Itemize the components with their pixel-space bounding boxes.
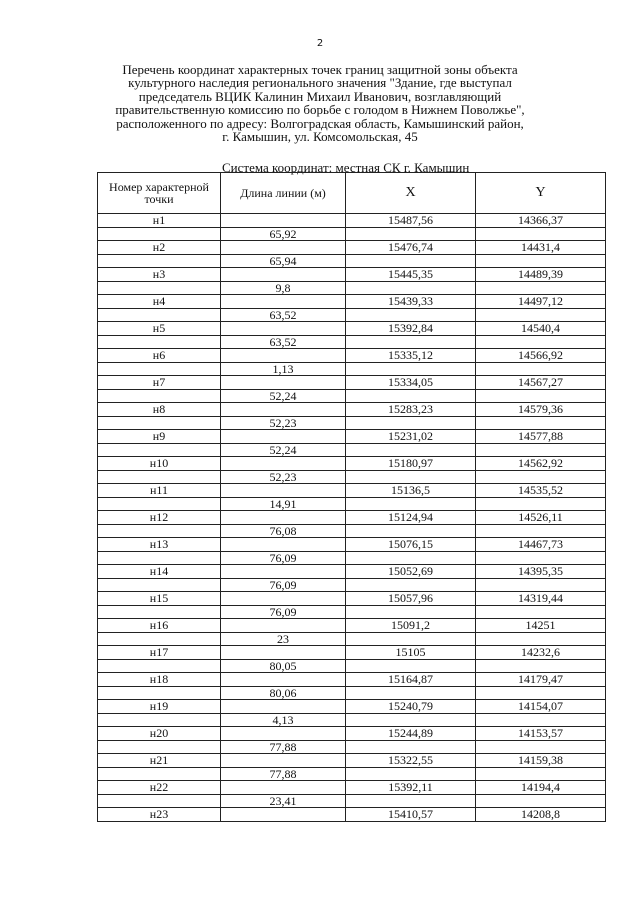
x-empty-cell xyxy=(346,416,476,430)
length-cell: 4,13 xyxy=(221,713,346,727)
y-empty-cell xyxy=(476,659,606,673)
table-row-length xyxy=(98,659,606,673)
table-row-point xyxy=(98,538,606,552)
table-row-length xyxy=(98,767,606,781)
table-row-length xyxy=(98,794,606,808)
length-cell: 52,24 xyxy=(221,389,346,403)
table-row-point xyxy=(98,322,606,336)
y-cell: 14566,92 xyxy=(476,349,606,363)
y-cell: 14489,39 xyxy=(476,268,606,282)
point-empty-cell xyxy=(98,740,221,754)
length-cell: 9,8 xyxy=(221,281,346,295)
page-number: 2 xyxy=(316,38,324,49)
table-row-length xyxy=(98,686,606,700)
table-row-length xyxy=(98,281,606,295)
x-cell: 15392,84 xyxy=(346,322,476,336)
y-cell: 14395,35 xyxy=(476,565,606,579)
y-empty-cell xyxy=(476,308,606,322)
point-id-cell: н21 xyxy=(98,754,221,768)
y-cell: 14366,37 xyxy=(476,214,606,228)
table-row-point xyxy=(98,619,606,633)
y-empty-cell xyxy=(476,389,606,403)
x-empty-cell xyxy=(346,605,476,619)
y-empty-cell xyxy=(476,497,606,511)
length-cell: 80,06 xyxy=(221,686,346,700)
header-x: X xyxy=(346,173,476,214)
table-row-point xyxy=(98,808,606,822)
y-cell: 14319,44 xyxy=(476,592,606,606)
y-cell: 14535,52 xyxy=(476,484,606,498)
length-cell: 76,08 xyxy=(221,524,346,538)
table-row-point xyxy=(98,646,606,660)
point-empty-cell xyxy=(98,443,221,457)
y-cell: 14540,4 xyxy=(476,322,606,336)
table-row-length xyxy=(98,362,606,376)
table-row-length xyxy=(98,497,606,511)
y-empty-cell xyxy=(476,767,606,781)
coordinate-system-caption: Система координат: местная СК г. Камышин xyxy=(222,160,470,175)
length-cell: 77,88 xyxy=(221,767,346,781)
point-id-cell: н8 xyxy=(98,403,221,417)
point-empty-cell xyxy=(98,659,221,673)
point-empty-cell xyxy=(98,227,221,241)
table-row-length xyxy=(98,443,606,457)
x-empty-cell xyxy=(346,686,476,700)
y-cell: 14194,4 xyxy=(476,781,606,795)
x-empty-cell xyxy=(346,443,476,457)
table-row-length xyxy=(98,470,606,484)
y-empty-cell xyxy=(476,281,606,295)
length-empty-cell xyxy=(221,214,346,228)
point-empty-cell xyxy=(98,362,221,376)
table-row-point xyxy=(98,295,606,309)
length-cell: 65,94 xyxy=(221,254,346,268)
x-empty-cell xyxy=(346,227,476,241)
x-cell: 15283,23 xyxy=(346,403,476,417)
x-cell: 15240,79 xyxy=(346,700,476,714)
y-empty-cell xyxy=(476,551,606,565)
length-empty-cell xyxy=(221,268,346,282)
point-id-cell: н16 xyxy=(98,619,221,633)
length-empty-cell xyxy=(221,592,346,606)
length-empty-cell xyxy=(221,484,346,498)
x-empty-cell xyxy=(346,794,476,808)
y-cell: 14208,8 xyxy=(476,808,606,822)
table-row-point xyxy=(98,484,606,498)
y-empty-cell xyxy=(476,578,606,592)
point-id-cell: н3 xyxy=(98,268,221,282)
table-row-length xyxy=(98,335,606,349)
length-cell: 14,91 xyxy=(221,497,346,511)
length-empty-cell xyxy=(221,295,346,309)
point-id-cell: н13 xyxy=(98,538,221,552)
table-row-point xyxy=(98,430,606,444)
length-empty-cell xyxy=(221,727,346,741)
point-id-cell: н22 xyxy=(98,781,221,795)
x-empty-cell xyxy=(346,389,476,403)
table-row-point xyxy=(98,403,606,417)
x-cell: 15091,2 xyxy=(346,619,476,633)
point-id-cell: н1 xyxy=(98,214,221,228)
document-title xyxy=(90,63,550,143)
point-empty-cell xyxy=(98,713,221,727)
x-cell: 15180,97 xyxy=(346,457,476,471)
y-empty-cell xyxy=(476,470,606,484)
y-cell: 14431,4 xyxy=(476,241,606,255)
length-empty-cell xyxy=(221,403,346,417)
table-row-point xyxy=(98,457,606,471)
point-id-cell: н18 xyxy=(98,673,221,687)
title-line: культурного наследия регионального значения "Здание, где выступал xyxy=(128,75,512,91)
length-empty-cell xyxy=(221,808,346,822)
point-id-cell: н7 xyxy=(98,376,221,390)
length-cell: 76,09 xyxy=(221,551,346,565)
length-cell: 23,41 xyxy=(221,794,346,808)
point-empty-cell xyxy=(98,470,221,484)
x-empty-cell xyxy=(346,281,476,295)
header-point-number: Номер характерной точки xyxy=(98,173,221,214)
point-empty-cell xyxy=(98,578,221,592)
y-cell: 14179,47 xyxy=(476,673,606,687)
point-id-cell: н19 xyxy=(98,700,221,714)
y-cell: 14251 xyxy=(476,619,606,633)
table-row-length xyxy=(98,578,606,592)
length-empty-cell xyxy=(221,349,346,363)
x-cell: 15124,94 xyxy=(346,511,476,525)
point-empty-cell xyxy=(98,254,221,268)
point-id-cell: н10 xyxy=(98,457,221,471)
table-row-length xyxy=(98,740,606,754)
table-row-length xyxy=(98,416,606,430)
x-cell: 15231,02 xyxy=(346,430,476,444)
x-empty-cell xyxy=(346,659,476,673)
point-empty-cell xyxy=(98,524,221,538)
point-empty-cell xyxy=(98,686,221,700)
y-cell: 14232,6 xyxy=(476,646,606,660)
point-id-cell: н6 xyxy=(98,349,221,363)
y-empty-cell xyxy=(476,632,606,646)
y-cell: 14577,88 xyxy=(476,430,606,444)
x-cell: 15164,87 xyxy=(346,673,476,687)
table-row-length xyxy=(98,389,606,403)
point-empty-cell xyxy=(98,794,221,808)
x-empty-cell xyxy=(346,362,476,376)
table-row-length xyxy=(98,632,606,646)
table-row-point xyxy=(98,349,606,363)
x-empty-cell xyxy=(346,497,476,511)
x-cell: 15334,05 xyxy=(346,376,476,390)
point-empty-cell xyxy=(98,605,221,619)
x-empty-cell xyxy=(346,578,476,592)
x-cell: 15487,56 xyxy=(346,214,476,228)
point-empty-cell xyxy=(98,632,221,646)
x-empty-cell xyxy=(346,254,476,268)
x-cell: 15322,55 xyxy=(346,754,476,768)
point-id-cell: н2 xyxy=(98,241,221,255)
point-id-cell: н9 xyxy=(98,430,221,444)
length-cell: 76,09 xyxy=(221,578,346,592)
length-empty-cell xyxy=(221,700,346,714)
length-empty-cell xyxy=(221,538,346,552)
point-empty-cell xyxy=(98,389,221,403)
y-cell: 14153,57 xyxy=(476,727,606,741)
length-empty-cell xyxy=(221,565,346,579)
table-row-point xyxy=(98,241,606,255)
y-empty-cell xyxy=(476,524,606,538)
y-empty-cell xyxy=(476,335,606,349)
table-row-point xyxy=(98,268,606,282)
y-empty-cell xyxy=(476,416,606,430)
y-cell: 14159,38 xyxy=(476,754,606,768)
x-cell: 15136,5 xyxy=(346,484,476,498)
table-row-point xyxy=(98,565,606,579)
length-empty-cell xyxy=(221,376,346,390)
y-empty-cell xyxy=(476,227,606,241)
table-row-length xyxy=(98,308,606,322)
title-line: г. Камышин, ул. Комсомольская, 45 xyxy=(222,129,418,145)
y-empty-cell xyxy=(476,443,606,457)
length-empty-cell xyxy=(221,322,346,336)
y-empty-cell xyxy=(476,740,606,754)
length-cell: 65,92 xyxy=(221,227,346,241)
length-cell: 80,05 xyxy=(221,659,346,673)
x-cell: 15052,69 xyxy=(346,565,476,579)
point-id-cell: н4 xyxy=(98,295,221,309)
length-cell: 52,23 xyxy=(221,470,346,484)
table-row-length xyxy=(98,227,606,241)
length-empty-cell xyxy=(221,511,346,525)
length-cell: 77,88 xyxy=(221,740,346,754)
length-cell: 23 xyxy=(221,632,346,646)
length-cell: 63,52 xyxy=(221,335,346,349)
point-id-cell: н20 xyxy=(98,727,221,741)
length-empty-cell xyxy=(221,619,346,633)
table-row-length xyxy=(98,551,606,565)
x-cell: 15410,57 xyxy=(346,808,476,822)
y-cell: 14467,73 xyxy=(476,538,606,552)
y-empty-cell xyxy=(476,686,606,700)
y-cell: 14497,12 xyxy=(476,295,606,309)
table-row-point xyxy=(98,511,606,525)
x-cell: 15076,15 xyxy=(346,538,476,552)
x-cell: 15439,33 xyxy=(346,295,476,309)
x-empty-cell xyxy=(346,335,476,349)
y-empty-cell xyxy=(476,362,606,376)
point-id-cell: н5 xyxy=(98,322,221,336)
point-empty-cell xyxy=(98,416,221,430)
point-id-cell: н11 xyxy=(98,484,221,498)
y-empty-cell xyxy=(476,605,606,619)
length-empty-cell xyxy=(221,781,346,795)
x-cell: 15392,11 xyxy=(346,781,476,795)
header-line-length: Длина линии (м) xyxy=(221,173,346,214)
point-id-cell: н15 xyxy=(98,592,221,606)
point-empty-cell xyxy=(98,335,221,349)
x-empty-cell xyxy=(346,740,476,754)
y-cell: 14154,07 xyxy=(476,700,606,714)
table-header-row xyxy=(98,173,606,214)
point-id-cell: н12 xyxy=(98,511,221,525)
length-empty-cell xyxy=(221,430,346,444)
x-empty-cell xyxy=(346,632,476,646)
length-empty-cell xyxy=(221,754,346,768)
length-cell: 76,09 xyxy=(221,605,346,619)
length-cell: 1,13 xyxy=(221,362,346,376)
length-cell: 63,52 xyxy=(221,308,346,322)
table-row-point xyxy=(98,673,606,687)
x-empty-cell xyxy=(346,470,476,484)
x-empty-cell xyxy=(346,551,476,565)
point-empty-cell xyxy=(98,767,221,781)
title-line: председатель ВЦИК Калинин Михаил Иванович, возглавляющий xyxy=(138,88,502,104)
length-cell: 52,23 xyxy=(221,416,346,430)
x-cell: 15445,35 xyxy=(346,268,476,282)
table-row-length xyxy=(98,254,606,268)
length-empty-cell xyxy=(221,673,346,687)
title-line: Перечень координат характерных точек границ защитной зоны объекта xyxy=(122,62,518,77)
length-empty-cell xyxy=(221,457,346,471)
x-cell: 15476,74 xyxy=(346,241,476,255)
y-empty-cell xyxy=(476,794,606,808)
y-cell: 14526,11 xyxy=(476,511,606,525)
length-empty-cell xyxy=(221,646,346,660)
table-row-length xyxy=(98,524,606,538)
title-line: расположенного по адресу: Волгоградская область, Камышинский район, xyxy=(116,115,524,131)
coordinates-table xyxy=(97,172,606,822)
point-empty-cell xyxy=(98,551,221,565)
x-cell: 15057,96 xyxy=(346,592,476,606)
y-empty-cell xyxy=(476,713,606,727)
table-row-point xyxy=(98,700,606,714)
x-empty-cell xyxy=(346,308,476,322)
length-empty-cell xyxy=(221,241,346,255)
point-empty-cell xyxy=(98,281,221,295)
x-empty-cell xyxy=(346,524,476,538)
x-empty-cell xyxy=(346,713,476,727)
y-cell: 14567,27 xyxy=(476,376,606,390)
table-row-point xyxy=(98,376,606,390)
point-empty-cell xyxy=(98,308,221,322)
table-row-length xyxy=(98,713,606,727)
point-empty-cell xyxy=(98,497,221,511)
table-row-point xyxy=(98,781,606,795)
table-row-point xyxy=(98,754,606,768)
point-id-cell: н14 xyxy=(98,565,221,579)
x-empty-cell xyxy=(346,767,476,781)
length-cell: 52,24 xyxy=(221,443,346,457)
title-line: правительственную комиссию по борьбе с голодом в Нижнем Поволжье", xyxy=(115,102,525,118)
table-row-point xyxy=(98,214,606,228)
table-row-length xyxy=(98,605,606,619)
table-row-point xyxy=(98,727,606,741)
x-cell: 15105 xyxy=(346,646,476,660)
x-cell: 15335,12 xyxy=(346,349,476,363)
table-body xyxy=(98,214,606,822)
x-cell: 15244,89 xyxy=(346,727,476,741)
table-row-point xyxy=(98,592,606,606)
y-cell: 14562,92 xyxy=(476,457,606,471)
y-cell: 14579,36 xyxy=(476,403,606,417)
point-id-cell: н23 xyxy=(98,808,221,822)
header-y: Y xyxy=(476,173,606,214)
y-empty-cell xyxy=(476,254,606,268)
point-id-cell: н17 xyxy=(98,646,221,660)
